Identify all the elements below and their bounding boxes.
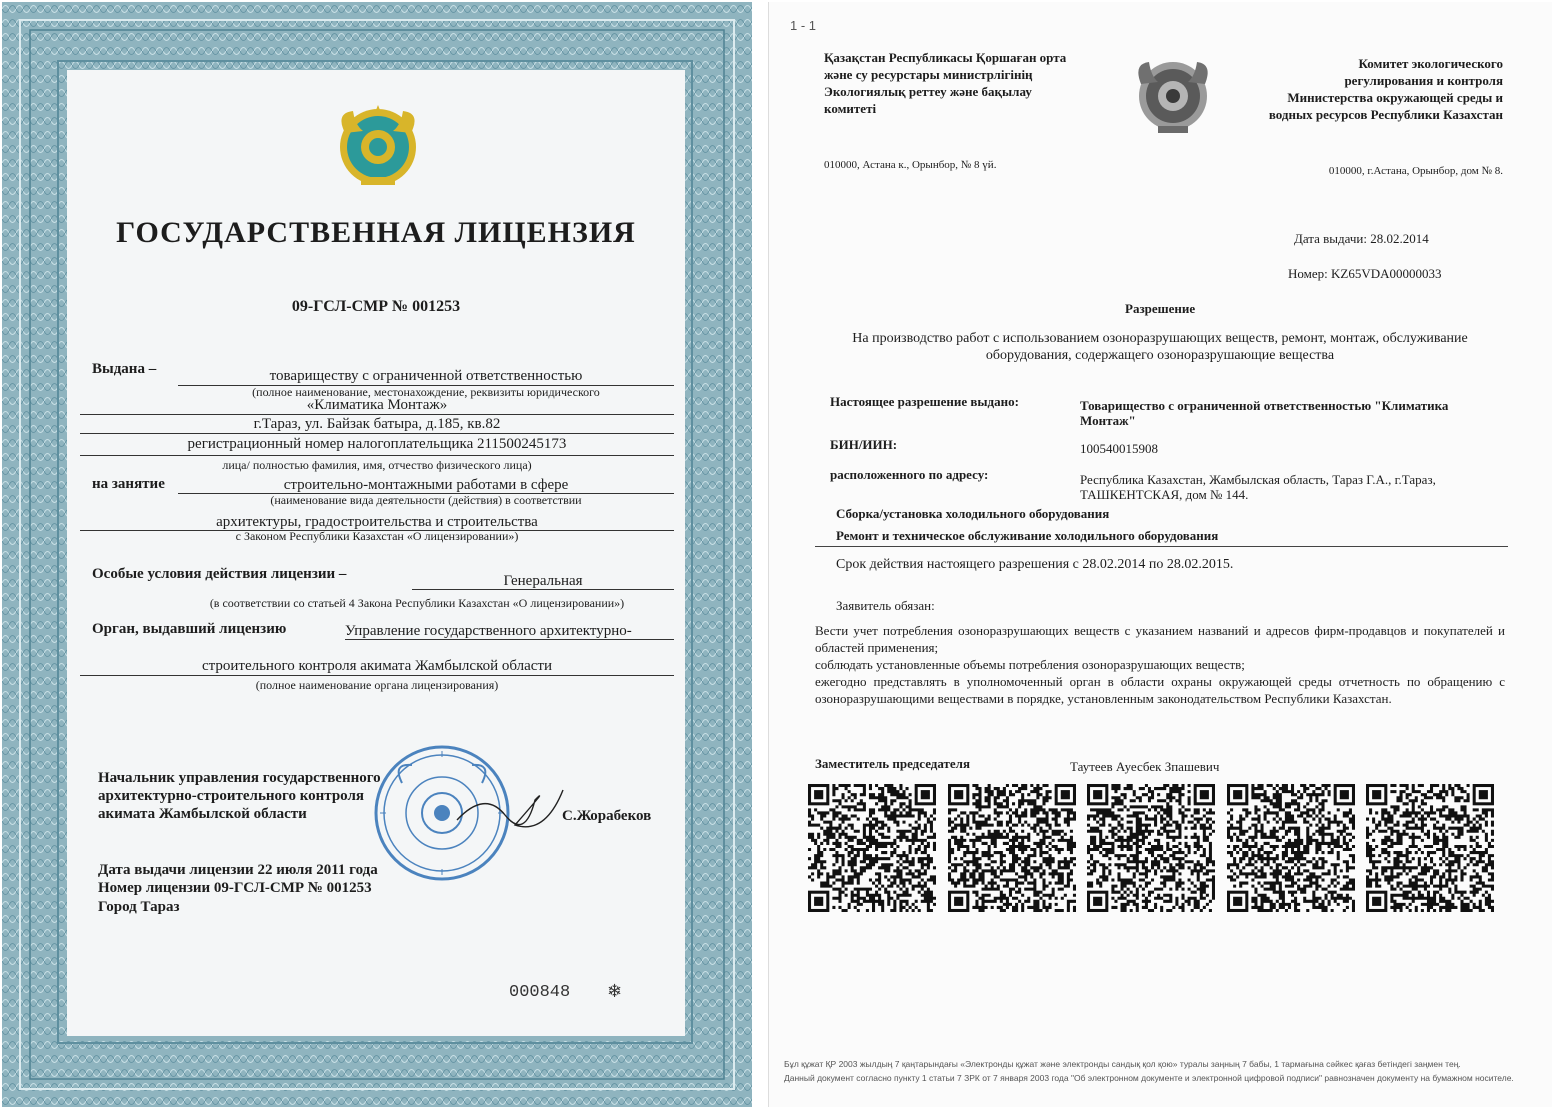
permit-number: Номер: KZ65VDA00000033: [1288, 266, 1442, 281]
signature-icon: [455, 780, 565, 840]
page-marker: 1 - 1: [790, 18, 817, 33]
permit-issue-date: Дата выдачи: 28.02.2014: [1294, 231, 1429, 246]
address-kz: 010000, Астана к., Орынбор, № 8 үй.: [824, 159, 997, 171]
footer-kz: Бұл құжат ҚР 2003 жылдың 7 қаңтарындағы «Электронды құжат және электронды сандық қол қою» туралы заңның 7 бабы, 1 тармағына сәйкес қағаз бетіндегі заңмен тең.: [784, 1059, 1461, 1069]
bin-label: БИН/ИИН:: [830, 437, 898, 452]
underline: [80, 675, 674, 676]
bin-value: 100540015908: [1080, 441, 1158, 456]
activity-hint2: с Законом Республики Казахстан «О лицензировании»): [235, 529, 519, 543]
license-title: ГОСУДАРСТВЕННАЯ ЛИЦЕНЗИЯ: [116, 216, 636, 249]
address-value-line1: Республика Казахстан, Жамбылская область, Тараз Г.А., г.Тараз,: [1080, 472, 1436, 487]
special-conditions-hint: (в соответствии со статьей 4 Закона Республики Казахстан «О лицензировании»): [209, 596, 625, 610]
qr-code-icon: [1087, 784, 1215, 912]
header-kz-line4: комитеті: [824, 101, 877, 116]
activity-hint1: (наименование вида деятельности (действия) в соответствии: [270, 493, 582, 507]
qr-code-icon: [1366, 784, 1494, 912]
qr-code-icon: [948, 784, 1076, 912]
issued-to-line3: г.Тараз, ул. Байзак батыра, д.185, кв.82: [253, 416, 501, 432]
issued-label: Выдана –: [92, 361, 157, 377]
obligation-3: ежегодно представлять в уполномоченный орган в области охраны окружающей среды отчетность по обращению с озоноразрушающими веществами в порядке, установленным законодательством Республики Казахстан.: [815, 674, 1505, 706]
license-number-line: Номер лицензии 09-ГСЛ-СМР № 001253: [98, 880, 372, 896]
divider: [815, 546, 1508, 547]
qr-code-icon: [808, 784, 936, 912]
activity-1: Сборка/установка холодильного оборудования: [836, 506, 1110, 521]
special-conditions-label: Особые условия действия лицензии –: [92, 566, 347, 582]
deputy-name: Таутеев Ауесбек Зпашевич: [1070, 759, 1220, 774]
activity-line1: строительно-монтажными работами в сфере: [283, 477, 569, 493]
address-label: расположенного по адресу:: [830, 467, 989, 482]
issued-to-value-line2: Монтаж": [1080, 413, 1136, 428]
footer-ru: Данный документ согласно пункту 1 статьи 7 ЗРК от 7 января 2003 года "Об электронном документе и электронной цифровой подписи" равнозначен документу на бумажном носителе.: [784, 1073, 1514, 1083]
address-ru: 010000, г.Астана, Орынбор, дом № 8.: [1328, 165, 1503, 177]
head-name: С.Жорабеков: [562, 808, 652, 824]
license-date: Дата выдачи лицензии 22 июля 2011 года: [98, 862, 378, 878]
header-kz-line1: Қазақстан Республикасы Қоршаған орта: [824, 50, 1067, 65]
head-line2: архитектурно-строительного контроля: [98, 788, 365, 804]
issued-to-line2: «Климатика Монтаж»: [306, 397, 448, 413]
header-kz-line3: Экологиялық реттеу және бақылау: [824, 84, 1032, 99]
header-ru-line1: Комитет экологического: [1358, 56, 1503, 71]
underline: [80, 455, 674, 456]
qr-code-icon: [1227, 784, 1355, 912]
head-line3: акимата Жамбылской области: [98, 806, 307, 822]
authority-hint: (полное наименование органа лицензирования): [255, 678, 499, 692]
activity-label: на занятие: [92, 476, 165, 492]
header-kz-line2: және су ресурстары министрлігінің: [824, 67, 1033, 82]
issued-to-line4: регистрационный номер налогоплательщика 211500245173: [187, 436, 567, 452]
serial-number: 000848: [509, 983, 571, 1002]
validity: Срок действия настоящего разрешения с 28.02.2014 по 28.02.2015.: [836, 557, 1234, 572]
kazakhstan-emblem-icon: [333, 103, 423, 189]
underline: [412, 589, 674, 590]
authority-line2: строительного контроля акимата Жамбылской области: [201, 658, 553, 674]
underline: [345, 639, 674, 640]
authority-line1: Управление государственного архитектурно-: [345, 623, 632, 639]
issued-hint1: (полное наименование, местонахождение, реквизиты юридического: [252, 385, 600, 399]
activity-line2: архитектуры, градостроительства и строительства: [216, 514, 538, 530]
underline: [80, 414, 674, 415]
special-conditions-value: Генеральная: [503, 573, 583, 589]
obligation-2: соблюдать установленные объемы потребления озоноразрушающих веществ;: [815, 657, 1245, 672]
address-value-line2: ТАШКЕНТСКАЯ, дом № 144.: [1080, 487, 1249, 502]
obligation-1: Вести учет потребления озоноразрушающих веществ с указанием названий и адресов фирм-продавцов и покупателей и областей применения;: [815, 623, 1505, 655]
deputy-label: Заместитель председателя: [815, 756, 971, 771]
issued-hint2: лица/ полностью фамилия, имя, отчество физического лица): [222, 458, 532, 472]
license-city: Город Тараз: [98, 899, 180, 915]
underline: [80, 433, 674, 434]
permit-subject-line1: На производство работ с использованием озоноразрушающих веществ, ремонт, монтаж, обслуживание: [852, 331, 1468, 346]
issued-to-label: Настоящее разрешение выдано:: [830, 394, 1019, 409]
obliged-title: Заявитель обязан:: [836, 598, 935, 613]
header-ru-line4: водных ресурсов Республики Казахстан: [1268, 107, 1503, 122]
authority-label: Орган, выдавший лицензию: [92, 621, 287, 637]
permit-title: Разрешение: [1125, 301, 1196, 316]
issued-to-value-line1: Товарищество с ограниченной ответственностью "Климатика: [1080, 398, 1449, 413]
header-ru-line3: Министерства окружающей среды и: [1287, 90, 1503, 105]
issued-to-line1: товариществу с ограниченной ответственностью: [269, 368, 583, 384]
license-number: 09-ГСЛ-СМР № 001253: [291, 298, 461, 315]
head-line1: Начальник управления государственного: [98, 770, 381, 786]
header-ru-line2: регулирования и контроля: [1344, 73, 1503, 88]
permit-subject-line2: оборудования, содержащего озоноразрушающие вещества: [985, 348, 1335, 363]
activity-2: Ремонт и техническое обслуживание холодильного оборудования: [836, 528, 1219, 543]
snowflake-icon: ❄: [607, 981, 623, 1001]
